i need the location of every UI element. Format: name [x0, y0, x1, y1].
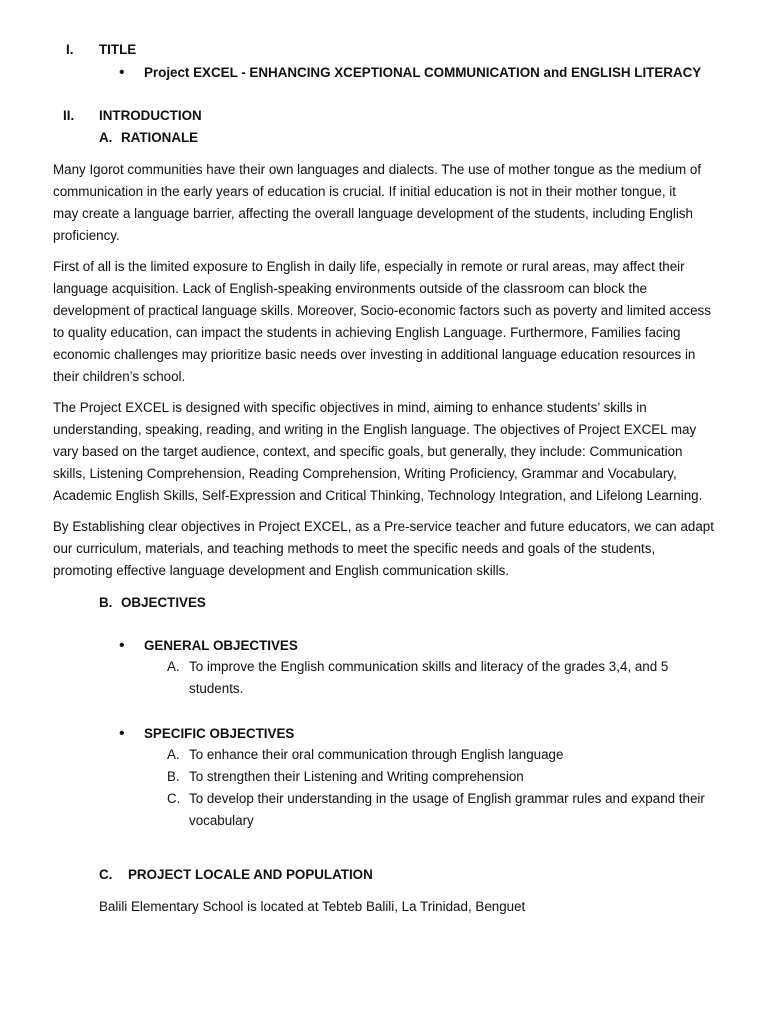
rationale-paragraph-4 [53, 516, 743, 582]
subsection-b-heading: OBJECTIVES [121, 595, 206, 610]
general-objective-item [167, 656, 727, 700]
paragraph-line: skills, Listening Comprehension, Reading Comprehension, Writing Proficiency, Grammar and Vocabulary, [53, 466, 677, 481]
specific-objective-item [167, 744, 727, 766]
list-letter: A. [167, 659, 180, 674]
paragraph-line: language acquisition. Lack of English-speaking environments outside of the classroom can block the [53, 281, 648, 296]
paragraph-line: Academic English Skills, Self-Expression and Critical Thinking, Technology Integration, and Lifelong Learning. [53, 488, 703, 503]
subsection-b-letter: B. [99, 595, 113, 610]
section-2-heading: INTRODUCTION [99, 108, 202, 123]
paragraph-line: Many Igorot communities have their own languages and dialects. The use of mother tongue as the medium of [53, 162, 702, 177]
list-text: To improve the English communication skills and literacy of the grades 3,4, and 5 [189, 659, 669, 674]
project-title: Project EXCEL - ENHANCING XCEPTIONAL COMMUNICATION and ENGLISH LITERACY [144, 65, 702, 80]
list-text: To enhance their oral communication through English language [189, 747, 564, 762]
specific-objective-item [167, 788, 727, 832]
bullet-icon: • [119, 637, 125, 654]
rationale-paragraph-2 [53, 256, 743, 388]
bullet-icon: • [119, 725, 125, 742]
rationale-paragraph-1 [53, 159, 743, 247]
subsection-c-letter: C. [99, 867, 113, 882]
paragraph-line: By Establishing clear objectives in Project EXCEL, as a Pre-service teacher and future educators, we can adapt [53, 519, 714, 534]
paragraph-line: promoting effective language development and English communication skills. [53, 563, 510, 578]
paragraph-line: understanding, speaking, reading, and writing in the English language. The objectives of Project EXCEL may [53, 422, 697, 437]
specific-objectives-heading: SPECIFIC OBJECTIVES [144, 726, 295, 741]
paragraph-line: vary based on the target audience, context, and specific goals, but generally, they include: Communication [53, 444, 683, 459]
subsection-c-heading: PROJECT LOCALE AND POPULATION [128, 867, 373, 882]
paragraph-line: proficiency. [53, 228, 120, 243]
rationale-paragraph-3 [53, 397, 743, 507]
bullet-icon: • [119, 64, 125, 81]
subsection-a-letter: A. [99, 130, 113, 145]
list-text: To strengthen their Listening and Writing comprehension [189, 769, 524, 784]
paragraph-line: their children’s school. [53, 369, 186, 384]
paragraph-line: development of practical language skills. Moreover, Socio-economic factors such as poverty and limited access [53, 303, 711, 318]
list-letter: B. [167, 769, 180, 784]
paragraph-line: communication in the early years of education is crucial. If initial education is not in their mother tongue, it [53, 184, 676, 199]
paragraph-line: The Project EXCEL is designed with specific objectives in mind, aiming to enhance students’ skills in [53, 400, 647, 415]
section-1-heading: TITLE [99, 42, 137, 57]
paragraph-line: our curriculum, materials, and teaching methods to meet the specific needs and goals of the students, [53, 541, 656, 556]
list-text: vocabulary [189, 813, 254, 828]
paragraph-line: economic challenges may prioritize basic needs over investing in additional language education resources in [53, 347, 696, 362]
list-letter: C. [167, 791, 181, 806]
section-1-numeral: I. [66, 42, 74, 57]
locale-text: Balili Elementary School is located at Tebteb Balili, La Trinidad, Benguet [99, 899, 526, 914]
paragraph-line: First of all is the limited exposure to English in daily life, especially in remote or rural areas, may affect their [53, 259, 685, 274]
subsection-a-heading: RATIONALE [121, 130, 199, 145]
general-objectives-heading: GENERAL OBJECTIVES [144, 638, 298, 653]
paragraph-line: to quality education, can impact the students in achieving English Language. Furthermore, Families facing [53, 325, 681, 340]
section-2-numeral: II. [63, 108, 75, 123]
paragraph-line: may create a language barrier, affecting the overall language development of the students, including English [53, 206, 693, 221]
list-text: To develop their understanding in the usage of English grammar rules and expand their [189, 791, 705, 806]
list-text: students. [189, 681, 244, 696]
list-letter: A. [167, 747, 180, 762]
specific-objective-item [167, 766, 727, 788]
